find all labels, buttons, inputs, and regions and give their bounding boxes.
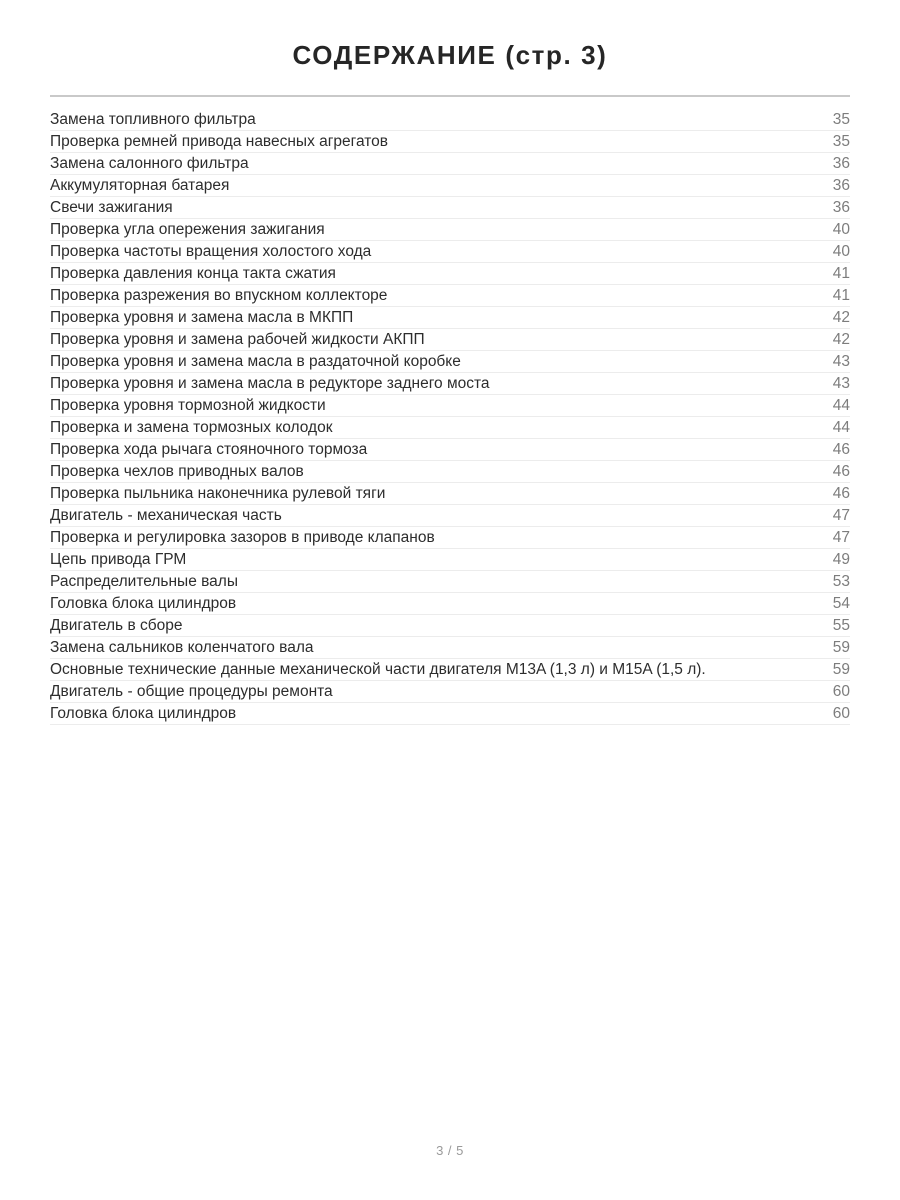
toc-entry-title[interactable]: Аккумуляторная батарея [50, 177, 230, 194]
toc-entry-page-number: 55 [832, 617, 850, 634]
toc-entry-page-number: 60 [832, 683, 850, 700]
toc-entry-page-number: 47 [832, 529, 850, 546]
toc-row[interactable] [50, 571, 850, 593]
toc-row[interactable] [50, 285, 850, 307]
toc-entry-page-number: 44 [832, 397, 850, 414]
toc-row[interactable] [50, 109, 850, 131]
toc-entry-page-number: 36 [832, 155, 850, 172]
toc-row[interactable] [50, 153, 850, 175]
toc-entry-page-number: 35 [832, 111, 850, 128]
toc-entry-page-number: 43 [832, 375, 850, 392]
toc-entry-title[interactable]: Проверка и регулировка зазоров в приводе клапанов [50, 529, 435, 546]
toc-row[interactable] [50, 175, 850, 197]
toc-entry-title[interactable]: Двигатель в сборе [50, 617, 183, 634]
toc-entry-title[interactable]: Двигатель - общие процедуры ремонта [50, 683, 333, 700]
toc-entry-title[interactable]: Проверка хода рычага стояночного тормоза [50, 441, 368, 458]
toc-entry-title[interactable]: Проверка и замена тормозных колодок [50, 419, 333, 436]
toc-entry-title[interactable]: Проверка чехлов приводных валов [50, 463, 304, 480]
toc-row[interactable] [50, 219, 850, 241]
toc-entry-title[interactable]: Замена топливного фильтра [50, 111, 256, 128]
toc-entry-title[interactable]: Проверка уровня и замена рабочей жидкости АКПП [50, 331, 425, 348]
table-of-contents [50, 109, 850, 725]
toc-row[interactable] [50, 395, 850, 417]
toc-entry-page-number: 35 [832, 133, 850, 150]
toc-entry-title[interactable]: Основные технические данные механической части двигателя M13A (1,3 л) и M15A (1,5 л). [50, 661, 706, 678]
toc-entry-title[interactable]: Свечи зажигания [50, 199, 173, 216]
toc-entry-page-number: 36 [832, 199, 850, 216]
toc-row[interactable] [50, 527, 850, 549]
toc-entry-page-number: 43 [832, 353, 850, 370]
toc-entry-page-number: 54 [832, 595, 850, 612]
toc-row[interactable] [50, 593, 850, 615]
toc-entry-page-number: 46 [832, 463, 850, 480]
page-footer: 3 / 5 [436, 1143, 464, 1158]
toc-entry-page-number: 41 [832, 265, 850, 282]
toc-row[interactable] [50, 505, 850, 527]
toc-entry-page-number: 59 [832, 639, 850, 656]
toc-row[interactable] [50, 241, 850, 263]
toc-entry-page-number: 46 [832, 441, 850, 458]
toc-row[interactable] [50, 615, 850, 637]
toc-entry-page-number: 42 [832, 331, 850, 348]
toc-entry-title[interactable]: Головка блока цилиндров [50, 595, 237, 612]
toc-entry-title[interactable]: Проверка ремней привода навесных агрегатов [50, 133, 389, 150]
toc-entry-title[interactable]: Проверка угла опережения зажигания [50, 221, 325, 238]
toc-row[interactable] [50, 461, 850, 483]
toc-row[interactable] [50, 637, 850, 659]
toc-entry-title[interactable]: Двигатель - механическая часть [50, 507, 282, 524]
toc-row[interactable] [50, 307, 850, 329]
toc-entry-page-number: 44 [832, 419, 850, 436]
toc-entry-title[interactable]: Замена салонного фильтра [50, 155, 249, 172]
toc-row[interactable] [50, 439, 850, 461]
toc-entry-title[interactable]: Проверка частоты вращения холостого хода [50, 243, 372, 260]
toc-row[interactable] [50, 659, 850, 681]
toc-entry-title[interactable]: Проверка уровня тормозной жидкости [50, 397, 326, 414]
toc-entry-title[interactable]: Распределительные валы [50, 573, 238, 590]
toc-row[interactable] [50, 197, 850, 219]
toc-row[interactable] [50, 417, 850, 439]
toc-entry-title[interactable]: Проверка давления конца такта сжатия [50, 265, 336, 282]
toc-row[interactable] [50, 329, 850, 351]
toc-row[interactable] [50, 263, 850, 285]
toc-entry-page-number: 40 [832, 221, 850, 238]
toc-entry-page-number: 53 [832, 573, 850, 590]
toc-entry-title[interactable]: Головка блока цилиндров [50, 705, 237, 722]
toc-entry-page-number: 36 [832, 177, 850, 194]
toc-entry-title[interactable]: Замена сальников коленчатого вала [50, 639, 314, 656]
toc-entry-title[interactable]: Проверка уровня и замена масла в редукторе заднего моста [50, 375, 490, 392]
toc-entry-title[interactable]: Проверка разрежения во впускном коллекторе [50, 287, 388, 304]
toc-row[interactable] [50, 351, 850, 373]
toc-entry-title[interactable]: Цепь привода ГРМ [50, 551, 187, 568]
toc-body [50, 109, 850, 725]
toc-entry-page-number: 40 [832, 243, 850, 260]
toc-row[interactable] [50, 703, 850, 725]
toc-row[interactable] [50, 483, 850, 505]
toc-entry-title[interactable]: Проверка пыльника наконечника рулевой тяги [50, 485, 386, 502]
toc-row[interactable] [50, 373, 850, 395]
toc-entry-page-number: 41 [832, 287, 850, 304]
toc-row[interactable] [50, 681, 850, 703]
toc-entry-page-number: 46 [832, 485, 850, 502]
toc-row[interactable] [50, 549, 850, 571]
toc-row[interactable] [50, 131, 850, 153]
page-title: СОДЕРЖАНИЕ (стр. 3) [292, 40, 608, 70]
toc-entry-page-number: 49 [832, 551, 850, 568]
toc-entry-page-number: 60 [832, 705, 850, 722]
toc-entry-page-number: 42 [832, 309, 850, 326]
toc-entry-page-number: 47 [832, 507, 850, 524]
title-divider [50, 95, 850, 97]
toc-entry-page-number: 59 [832, 661, 850, 678]
toc-entry-title[interactable]: Проверка уровня и замена масла в МКПП [50, 309, 354, 326]
toc-entry-title[interactable]: Проверка уровня и замена масла в раздаточной коробке [50, 353, 461, 370]
